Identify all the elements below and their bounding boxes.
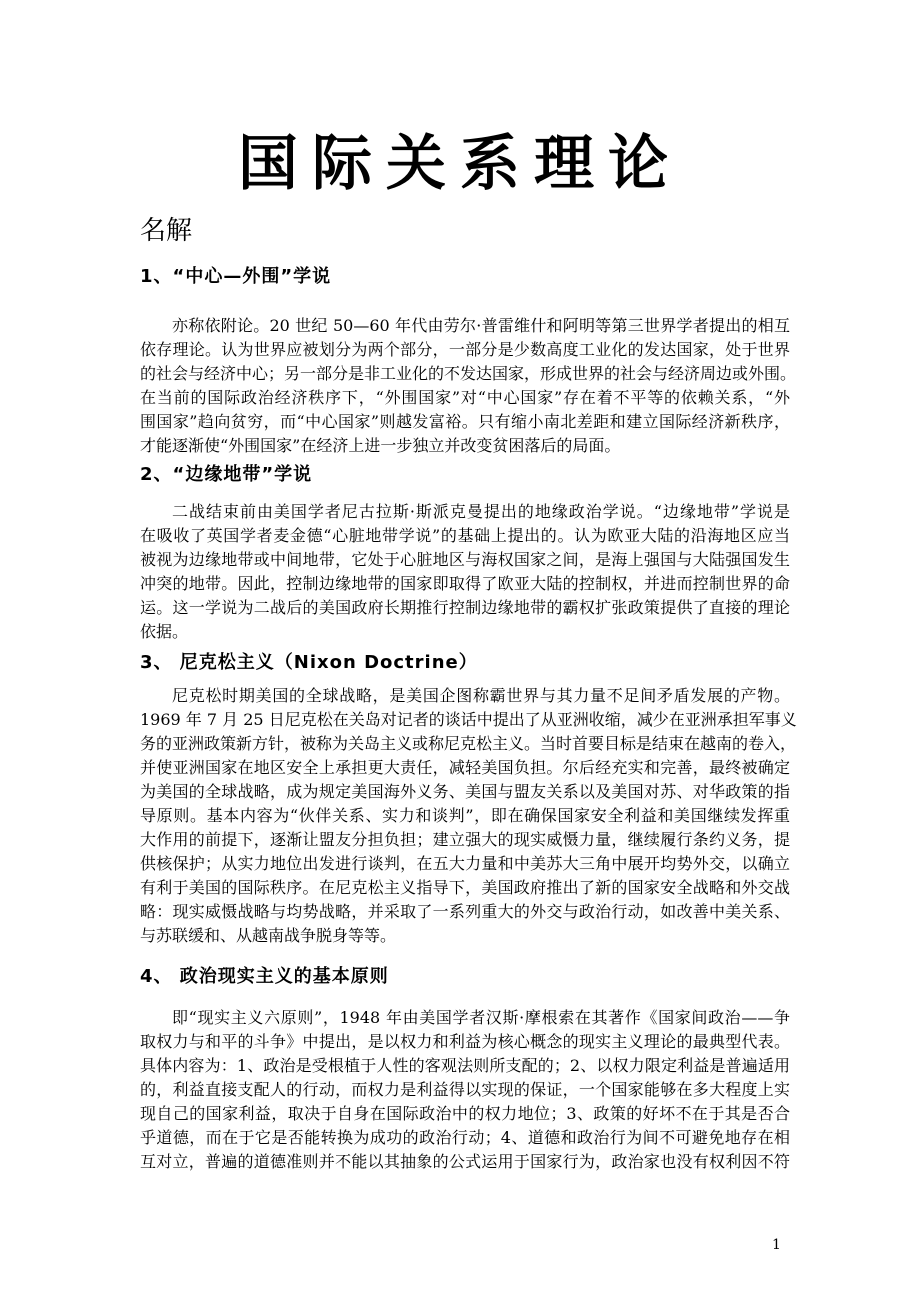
text-line: 互对立，普遍的道德准则并不能以其抽象的公式运用于国家行为，政治家也没有权利因不符 [140,1152,790,1171]
text-line: 在吸收了英国学者麦金德“心脏地带学说”的基础上提出的。认为欧亚大陆的沿海地区应当 [140,526,790,545]
text-line: 被视为边缘地带或中间地带，它处于心脏地区与海权国家之间，是海上强国与大陆强国发生 [140,550,790,569]
text-line: 取权力与和平的斗争》中提出，是以权力和利益为核心概念的现实主义理论的最典型代表。 [140,1032,790,1051]
text-line: 现自己的国家利益，取决于自身在国际政治中的权力地位；3、政策的好坏不在于其是否合 [140,1104,790,1123]
text-line: 二战结束前由美国学者尼古拉斯·斯派克曼提出的地缘政治学说。“边缘地带”学说是 [172,502,790,521]
document-title: 国际关系理论 [238,129,682,199]
text-line: 大作用的前提下，逐渐让盟友分担负担；建立强大的现实威慑力量，继续履行条约义务，提 [140,830,790,849]
text-line: 略：现实威慑战略与均势战略，并采取了一系列重大的外交与政治行动，如改善中美关系、 [140,902,790,921]
text-line: 并使亚洲国家在地区安全上承担更大责任，减轻美国负担。尔后经充实和完善，最终被确定 [140,758,790,777]
text-line: 导原则。基本内容为“伙伴关系、实力和谈判”，即在确保国家安全利益和美国继续发挥重 [140,806,790,825]
heading-rimland: 2、“边缘地带”学说 [140,464,313,485]
heading-political-realism: 4、 政治现实主义的基本原则 [140,966,389,987]
text-line: 亦称依附论。20 世纪 50—60 年代由劳尔·普雷维什和阿明等第三世界学者提出的相互 [172,316,790,335]
text-line: 运。这一学说为二战后的美国政府长期推行控制边缘地带的霸权扩张政策提供了直接的理论 [140,598,790,617]
text-line: 具体内容为：1、政治是受根植于人性的客观法则所支配的；2、以权力限定利益是普遍适用 [140,1056,790,1075]
text-line: 的社会与经济中心；另一部分是非工业化的不发达国家，形成世界的社会与经济周边或外围。 [140,364,797,383]
text-line: 有利于美国的国际秩序。在尼克松主义指导下，美国政府推出了新的国家安全战略和外交战 [140,878,790,897]
text-line: 才能逐渐使“外围国家”在经济上进一步独立并改变贫困落后的局面。 [140,436,621,455]
text-line: 务的亚洲政策新方针，被称为关岛主义或称尼克松主义。当时首要目标是结束在越南的卷入， [140,734,797,753]
paragraph-political-realism [140,1006,790,1174]
text-line: 的，利益直接支配人的行动，而权力是利益得以实现的保证，一个国家能够在多大程度上实 [140,1080,790,1099]
paragraph-center-periphery [140,314,797,458]
section-label: 名解 [140,216,193,246]
text-line: 乎道德，而在于它是否能转换为成功的政治行动；4、道德和政治行为间不可避免地存在相 [140,1128,790,1147]
text-line: 与苏联缓和、从越南战争脱身等等。 [140,926,397,945]
text-line: 尼克松时期美国的全球战略，是美国企图称霸世界与其力量不足间矛盾发展的产物。 [172,686,790,705]
text-line: 依存理论。认为世界应被划分为两个部分，一部分是少数高度工业化的发达国家，处于世界 [140,340,790,359]
text-line: 冲突的地带。因此，控制边缘地带的国家即取得了欧亚大陆的控制权，并进而控制世界的命 [140,574,790,593]
text-line: 1969 年 7 月 25 日尼克松在关岛对记者的谈话中提出了从亚洲收缩，减少在亚洲承担军事义 [140,710,797,729]
text-line: 在当前的国际政治经济秩序下，“外围国家”对“中心国家”存在着不平等的依赖关系，“外 [140,388,790,407]
text-line: 供核保护；从实力地位出发进行谈判，在五大力量和中美苏大三角中展开均势外交，以确立 [140,854,790,873]
text-line: 围国家”趋向贫穷，而“中心国家”则越发富裕。只有缩小南北差距和建立国际经济新秩序， [140,412,790,431]
paragraph-nixon-doctrine [140,684,797,948]
heading-center-periphery: 1、“中心—外围”学说 [140,266,332,287]
page-number: 1 [772,1237,781,1253]
paragraph-rimland [140,500,790,644]
text-line: 依据。 [140,622,189,641]
text-line: 即“现实主义六原则”，1948 年由美国学者汉斯·摩根索在其著作《国家间政治——争 [172,1008,790,1027]
text-line: 为美国的全球战略，成为规定美国海外义务、美国与盟友关系以及美国对苏、对华政策的指 [140,782,790,801]
heading-nixon-doctrine: 3、 尼克松主义（Nixon Doctrine） [140,652,478,673]
